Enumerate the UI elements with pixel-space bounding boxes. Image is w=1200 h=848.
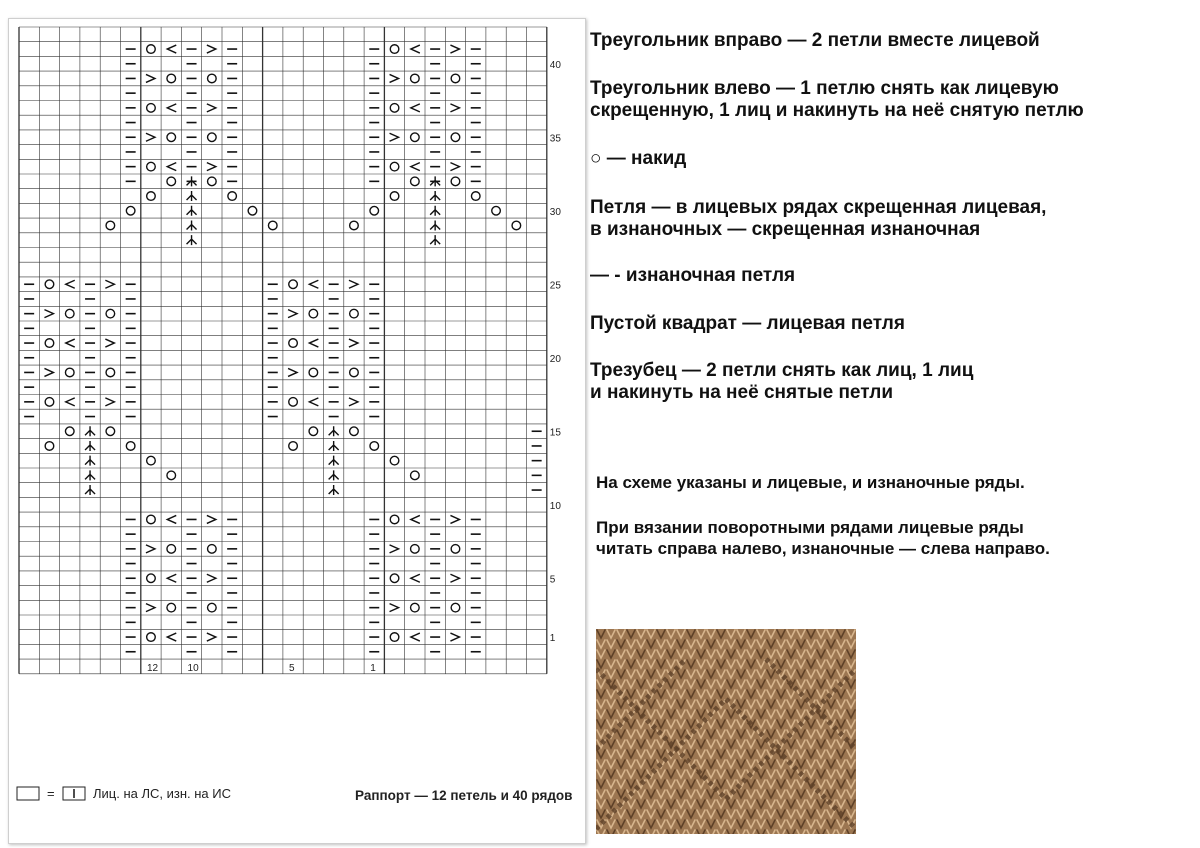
- trident-symbol: [430, 220, 440, 230]
- yarn-over-symbol: [147, 456, 156, 465]
- yarn-over-symbol: [492, 206, 501, 215]
- yarn-over-symbol: [147, 574, 156, 583]
- right-triangle-symbol: [105, 398, 114, 406]
- legend-twisted-stitch: [590, 197, 1200, 241]
- left-triangle-symbol: [309, 339, 318, 347]
- legend-purl: [590, 265, 1200, 287]
- legend-knit-text: Пустой квадрат — лицевая петля: [590, 313, 905, 334]
- trident-symbol: [329, 456, 339, 466]
- column-number: 12: [146, 662, 159, 674]
- yarn-over-symbol: [512, 221, 521, 230]
- yarn-over-symbol: [451, 545, 460, 554]
- yarn-over-symbol: [370, 442, 379, 451]
- key-equals: =: [47, 786, 55, 801]
- left-triangle-symbol: [167, 515, 176, 523]
- yarn-over-symbol: [451, 177, 460, 186]
- legend-trident: [590, 360, 1200, 404]
- right-triangle-symbol: [146, 133, 155, 141]
- legend-trident-line1: Трезубец — 2 петли снять как лиц, 1 лиц: [590, 360, 974, 381]
- trident-symbol: [329, 485, 339, 495]
- right-triangle-symbol: [105, 280, 114, 288]
- right-triangle-symbol: [207, 633, 216, 641]
- row-number: 40: [549, 59, 561, 71]
- left-triangle-symbol: [411, 104, 420, 112]
- row-number: 15: [549, 427, 561, 439]
- left-triangle-symbol: [411, 163, 420, 171]
- right-triangle-symbol: [390, 74, 399, 82]
- yarn-over-symbol: [208, 545, 217, 554]
- yarn-over-symbol: [390, 45, 399, 54]
- right-triangle-symbol: [390, 545, 399, 553]
- trident-symbol: [85, 456, 95, 466]
- yarn-over-symbol: [106, 309, 115, 318]
- right-triangle-symbol: [146, 604, 155, 612]
- yarn-over-symbol: [350, 221, 359, 230]
- row-number: 25: [549, 280, 561, 292]
- yarn-over-symbol: [208, 177, 217, 186]
- yarn-over-symbol: [208, 133, 217, 142]
- yarn-over-symbol: [65, 427, 74, 436]
- column-number: 10: [187, 662, 199, 674]
- yarn-over-symbol: [167, 545, 176, 554]
- right-triangle-symbol: [450, 163, 459, 171]
- row-number: 35: [549, 133, 561, 145]
- key-text: Лиц. на ЛС, изн. на ИС: [93, 786, 232, 801]
- legend-right-triangle-text: Треугольник вправо — 2 петли вместе лицевой: [590, 30, 1040, 51]
- row-number: 20: [549, 353, 561, 365]
- yarn-over-symbol: [45, 398, 54, 407]
- yarn-over-symbol: [45, 339, 54, 348]
- yarn-over-symbol: [167, 471, 176, 480]
- trident-symbol: [329, 441, 339, 451]
- trident-symbol: [85, 470, 95, 480]
- yarn-over-symbol: [390, 104, 399, 113]
- chart-grid: [9, 19, 585, 843]
- yarn-over-symbol: [289, 442, 298, 451]
- trident-symbol: [430, 235, 440, 245]
- note-line3: читать справа налево, изнаночные — слева направо.: [596, 539, 1050, 558]
- yarn-over-symbol: [390, 162, 399, 171]
- yarn-over-symbol: [126, 206, 135, 215]
- yarn-over-symbol: [208, 74, 217, 83]
- yarn-over-symbol: [228, 192, 237, 201]
- yarn-over-symbol: [411, 133, 420, 142]
- right-triangle-symbol: [44, 368, 53, 376]
- yarn-over-symbol: [350, 368, 359, 377]
- repeat-text: Раппорт — 12 петель и 40 рядов: [355, 788, 573, 803]
- yarn-over-symbol: [45, 280, 54, 289]
- left-triangle-symbol: [411, 45, 420, 53]
- row-number: 10: [549, 500, 561, 512]
- yarn-over-symbol: [268, 221, 277, 230]
- right-triangle-symbol: [288, 368, 297, 376]
- yarn-over-symbol: [390, 456, 399, 465]
- row-number: 1: [549, 633, 556, 645]
- yarn-over-symbol: [147, 104, 156, 113]
- right-triangle-symbol: [349, 339, 358, 347]
- left-triangle-symbol: [309, 398, 318, 406]
- note-line1: На схеме указаны и лицевые, и изнаночные ряды.: [596, 473, 1025, 492]
- knitted-swatch-photo: [596, 629, 856, 834]
- legend-yarn-over-text: ○ — накид: [590, 148, 687, 169]
- left-triangle-symbol: [167, 104, 176, 112]
- yarn-over-symbol: [289, 280, 298, 289]
- legend-trident-line2: и накинуть на неё снятые петли: [590, 382, 894, 403]
- yarn-over-symbol: [390, 574, 399, 583]
- yarn-over-symbol: [167, 133, 176, 142]
- yarn-over-symbol: [411, 471, 420, 480]
- trident-symbol: [85, 485, 95, 495]
- legend-right-triangle: [590, 30, 1200, 52]
- yarn-over-symbol: [126, 442, 135, 451]
- left-triangle-symbol: [167, 45, 176, 53]
- yarn-over-symbol: [289, 398, 298, 407]
- right-triangle-symbol: [146, 545, 155, 553]
- yarn-over-symbol: [390, 515, 399, 524]
- left-triangle-symbol: [167, 574, 176, 582]
- yarn-over-symbol: [147, 162, 156, 171]
- trident-symbol: [430, 191, 440, 201]
- yarn-over-symbol: [451, 603, 460, 612]
- left-triangle-symbol: [167, 163, 176, 171]
- yarn-over-symbol: [390, 192, 399, 201]
- left-triangle-symbol: [167, 633, 176, 641]
- yarn-over-symbol: [208, 603, 217, 612]
- yarn-over-symbol: [411, 177, 420, 186]
- note-line2: При вязании поворотными рядами лицевые ряды: [596, 518, 1024, 537]
- right-triangle-symbol: [450, 515, 459, 523]
- right-triangle-symbol: [44, 310, 53, 318]
- right-triangle-symbol: [390, 133, 399, 141]
- yarn-over-symbol: [45, 442, 54, 451]
- row-number: 30: [549, 206, 561, 218]
- trident-symbol: [430, 206, 440, 216]
- right-triangle-symbol: [105, 339, 114, 347]
- yarn-over-symbol: [350, 427, 359, 436]
- yarn-over-symbol: [167, 603, 176, 612]
- right-triangle-symbol: [207, 574, 216, 582]
- left-triangle-symbol: [411, 515, 420, 523]
- column-number: 1: [370, 662, 376, 674]
- right-triangle-symbol: [146, 74, 155, 82]
- yarn-over-symbol: [106, 221, 115, 230]
- right-triangle-symbol: [450, 45, 459, 53]
- legend-yarn-over: [590, 148, 1200, 170]
- yarn-over-symbol: [65, 309, 74, 318]
- yarn-over-symbol: [390, 633, 399, 642]
- right-triangle-symbol: [450, 104, 459, 112]
- legend-knit: [590, 313, 1200, 335]
- right-triangle-symbol: [349, 280, 358, 288]
- yarn-over-symbol: [370, 206, 379, 215]
- legend-twisted-line2: в изнаночных — скрещенная изнаночная: [590, 219, 981, 240]
- row-number: 5: [549, 574, 556, 586]
- yarn-over-symbol: [147, 515, 156, 524]
- right-triangle-symbol: [450, 574, 459, 582]
- right-triangle-symbol: [207, 515, 216, 523]
- yarn-over-symbol: [471, 192, 480, 201]
- left-triangle-symbol: [309, 280, 318, 288]
- yarn-over-symbol: [451, 133, 460, 142]
- left-triangle-symbol: [66, 398, 75, 406]
- legend-left-triangle-line2: скрещенную, 1 лиц и накинуть на неё снятую петлю: [590, 100, 1084, 121]
- trident-symbol: [85, 426, 95, 436]
- yarn-over-symbol: [147, 192, 156, 201]
- yarn-over-symbol: [309, 368, 318, 377]
- legend-twisted-line1: Петля — в лицевых рядах скрещенная лицевая,: [590, 197, 1047, 218]
- right-triangle-symbol: [288, 310, 297, 318]
- note-reading-direction: [596, 517, 1196, 559]
- left-triangle-symbol: [411, 633, 420, 641]
- swatch-illustration: [596, 629, 856, 834]
- trident-symbol: [187, 220, 197, 230]
- yarn-over-symbol: [248, 206, 257, 215]
- note-rows: [596, 472, 1196, 493]
- right-triangle-symbol: [207, 104, 216, 112]
- key-empty-square: [17, 787, 39, 800]
- right-triangle-symbol: [207, 45, 216, 53]
- left-triangle-symbol: [66, 339, 75, 347]
- left-triangle-symbol: [66, 280, 75, 288]
- trident-symbol: [187, 191, 197, 201]
- left-triangle-symbol: [411, 574, 420, 582]
- legend-purl-text: — - изнаночная петля: [590, 265, 796, 286]
- trident-symbol: [85, 441, 95, 451]
- yarn-over-symbol: [411, 74, 420, 83]
- yarn-over-symbol: [147, 45, 156, 54]
- trident-symbol: [187, 206, 197, 216]
- yarn-over-symbol: [411, 545, 420, 554]
- right-triangle-symbol: [349, 398, 358, 406]
- legend-left-triangle-line1: Треугольник влево — 1 петлю снять как лицевую: [590, 78, 1059, 99]
- yarn-over-symbol: [309, 427, 318, 436]
- column-number: 5: [289, 662, 295, 674]
- yarn-over-symbol: [106, 368, 115, 377]
- yarn-over-symbol: [147, 633, 156, 642]
- yarn-over-symbol: [106, 427, 115, 436]
- yarn-over-symbol: [451, 74, 460, 83]
- right-triangle-symbol: [207, 163, 216, 171]
- legend-left-triangle: [590, 78, 1200, 122]
- yarn-over-symbol: [411, 603, 420, 612]
- right-triangle-symbol: [390, 604, 399, 612]
- yarn-over-symbol: [167, 74, 176, 83]
- right-triangle-symbol: [450, 633, 459, 641]
- trident-symbol: [329, 426, 339, 436]
- yarn-over-symbol: [167, 177, 176, 186]
- yarn-over-symbol: [65, 368, 74, 377]
- yarn-over-symbol: [309, 309, 318, 318]
- yarn-over-symbol: [289, 339, 298, 348]
- yarn-over-symbol: [350, 309, 359, 318]
- trident-symbol: [329, 470, 339, 480]
- trident-symbol: [187, 235, 197, 245]
- knitting-chart: [8, 18, 586, 844]
